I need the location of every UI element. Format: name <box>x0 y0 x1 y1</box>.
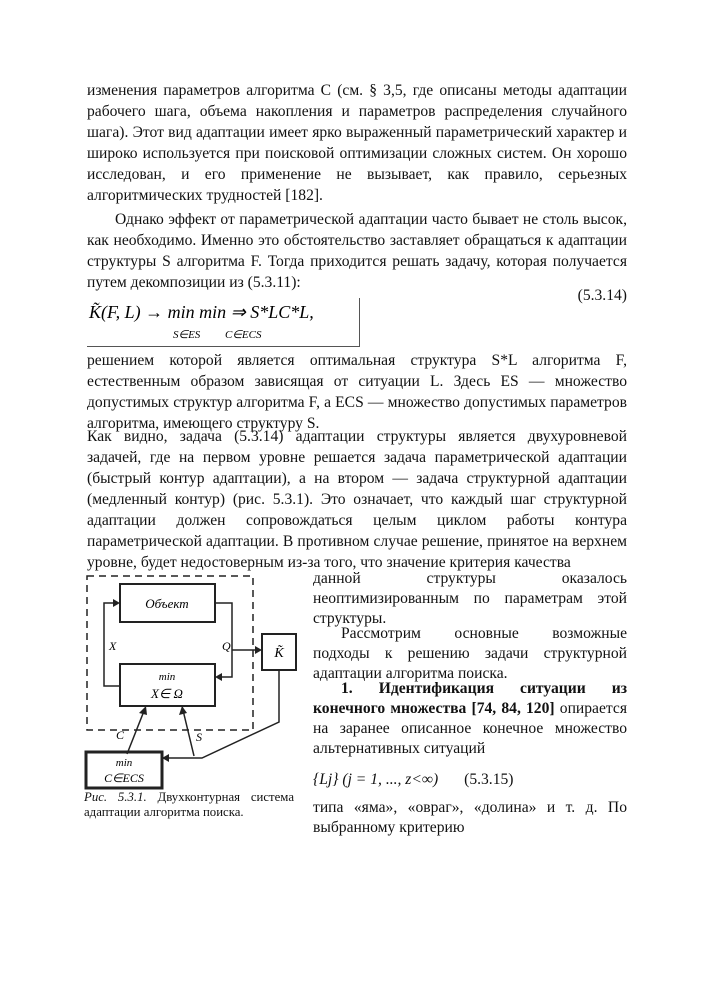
bottom-min-label: min <box>115 757 133 769</box>
equation-number-15: (5.3.15) <box>464 771 514 788</box>
equation-15 <box>313 770 627 790</box>
formula-sub-s: S∈ES <box>173 329 201 341</box>
paragraph-8: типа «яма», «овраг», «долина» и т. д. По выбранному критерию <box>313 799 627 836</box>
paragraph-4: Как видно, задача (5.3.14) адаптации структуры является двухуровневой задачей, где на первом уровне решается задача параметрической адаптации (быстрый контур адаптации), а на втором — задача структурной адаптации (медленный контур) (рис. 5.3.1). Это означает, что каждый шаг структурной адаптации должен сопровождаться целым циклом работы контура параметрической адаптации. В противном случае решение, принятое на верхнем уровне, будет недостоверным из-за того, что значение критерия качества <box>87 428 627 571</box>
paragraph-1: изменения параметров алгоритма C (см. § 3,5, где описаны методы адаптации рабочего шага, объема накопления и параметров распределения случайного шага). Этот вид адаптации имеет ярко выраженный параметрический характер и широко используется при поисковой оптимизации сложных систем. Он хорошо исследован, и его применение не вызывает, как правило, серьезных алгоритмических трудностей [182]. <box>87 82 627 204</box>
formula-14 <box>87 298 360 347</box>
q-arrow-label: Q <box>222 639 231 653</box>
paragraph-6: Рассмотрим основные возможные подходы к решению задачи структурной адаптации алгоритма поиска. <box>313 625 627 682</box>
bottom-sub-label: C∈ECS <box>104 771 144 785</box>
formula-main: K̃(F, L) → min min ⇒ S*LC*L, <box>89 302 314 322</box>
c-arrow-label: C <box>116 728 125 742</box>
caption-label: Рис. 5.3.1. <box>84 790 147 804</box>
paragraph-7 <box>313 679 627 759</box>
figure-5-3-1 <box>82 574 297 790</box>
x-arrow-label: X <box>109 639 117 653</box>
k-label: K̃ <box>274 646 284 661</box>
min-x-label: min <box>158 671 176 683</box>
equation-15-expr: {Lj} (j = 1, ..., z<∞) <box>313 771 439 788</box>
equation-number-14: (5.3.14) <box>577 287 627 304</box>
q-arrowhead <box>215 673 222 681</box>
x-in-omega-label: X∈ Ω <box>151 686 183 701</box>
figure-caption <box>84 790 294 820</box>
caption-text: Двухконтурная система адаптации алгоритма поиска. <box>84 790 295 819</box>
q-to-k-arrowhead <box>255 646 262 654</box>
s-arrow-label: S <box>196 730 202 744</box>
paragraph-2: Однако эффект от параметрической адаптации часто бывает не столь высок, как необходимо. Именно это обстоятельство заставляет обращаться к адаптации структуры S алгоритма F. Тогда приходится решать задачу, которая получается путем декомпозиции из (5.3.11): <box>87 211 627 291</box>
c-arrowhead <box>139 706 147 715</box>
paragraph-5: данной структуры оказалось неоптимизированным по параметрам этой структуры. <box>313 570 627 627</box>
c-line <box>127 711 144 754</box>
paragraph-7-text: опирается на заранее описанное конечное множество альтернативных ситуаций <box>313 700 627 757</box>
section-heading: 1. Идентификация ситуации из конечного множества [74, 84, 120] <box>313 680 627 717</box>
object-label: Объект <box>145 596 189 611</box>
paragraph-3: решением которой является оптимальная структура S*L алгоритма F, естественным образом зависящая от ситуации L. Здесь ES — множество допустимых структур алгоритма F, а ECS — множество допустимых параметров алгоритма, имеющего структуру S. <box>87 352 627 432</box>
formula-sub-c: C∈ECS <box>225 329 262 341</box>
diagram-svg <box>82 574 297 790</box>
formula-14-svg <box>87 298 359 346</box>
x-arrowhead <box>113 599 120 607</box>
